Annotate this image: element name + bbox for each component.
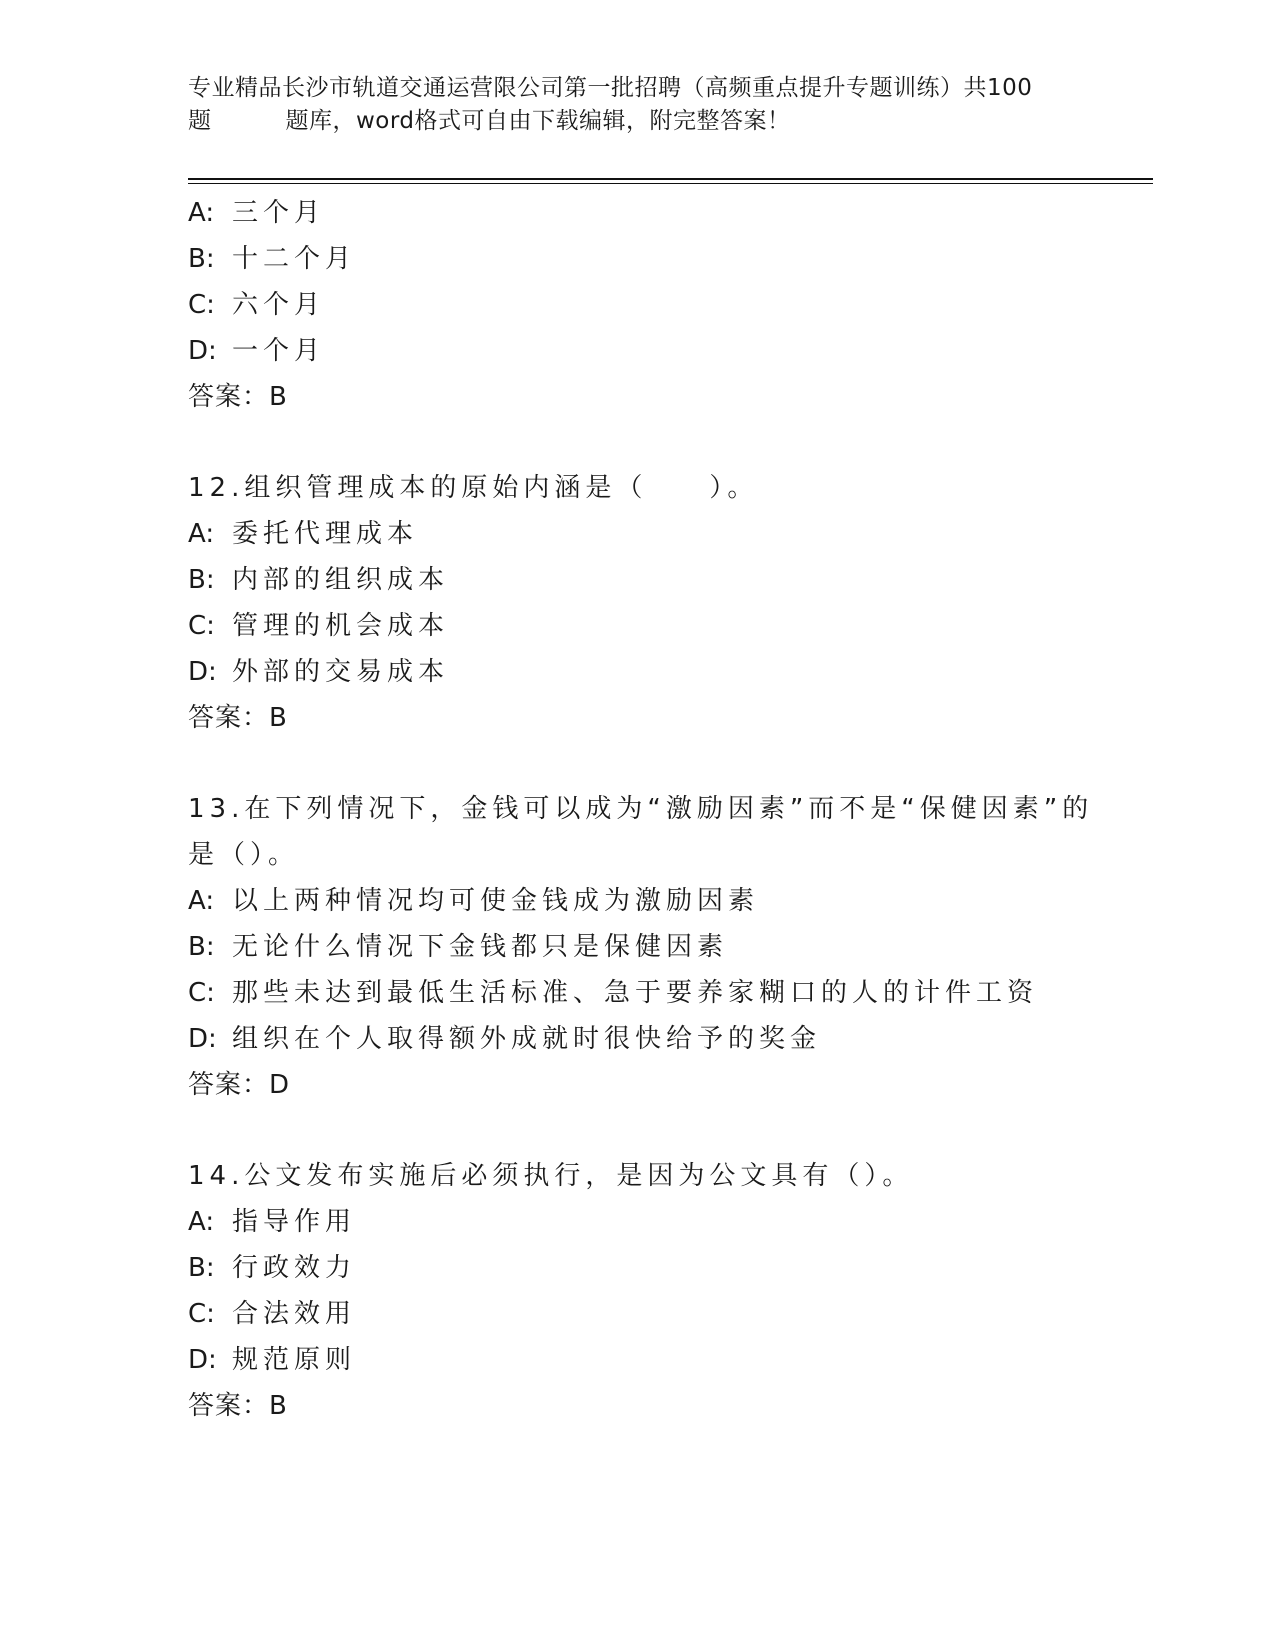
option-key: B: [188, 565, 215, 595]
option-key: A: [188, 886, 215, 916]
option-text: 以上两种情况均可使金钱成为激励因素 [232, 886, 760, 916]
option-text: 组织在个人取得额外成就时很快给予的奖金 [232, 1024, 822, 1054]
option-text: 三个月 [232, 198, 326, 228]
option-d [188, 1337, 1153, 1383]
option-d [188, 1016, 1153, 1062]
option-text: 合法效用 [232, 1299, 357, 1329]
option-text: 无论什么情况下金钱都只是保健因素 [232, 932, 729, 962]
option-text: 十二个月 [232, 244, 357, 274]
option-key: D: [188, 657, 217, 687]
option-text: 一个月 [232, 336, 326, 366]
question-12 [188, 465, 1153, 741]
option-d [188, 328, 1153, 374]
option-key: C: [188, 611, 215, 641]
document-header [188, 72, 1088, 138]
option-key: C: [188, 290, 215, 320]
question-stem: 14.公文发布实施后必须执行，是因为公文具有（）。 [188, 1161, 914, 1191]
option-key: A: [188, 519, 215, 549]
option-text: 规范原则 [232, 1345, 357, 1375]
answer-line: 答案：B [188, 1391, 288, 1421]
option-d [188, 649, 1153, 695]
option-text: 内部的组织成本 [232, 565, 450, 595]
option-text: 行政效力 [232, 1253, 357, 1283]
option-key: C: [188, 978, 215, 1008]
option-a [188, 190, 1153, 236]
option-b [188, 557, 1153, 603]
option-key: C: [188, 1299, 215, 1329]
option-a [188, 511, 1153, 557]
option-text: 管理的机会成本 [232, 611, 450, 641]
option-b [188, 236, 1153, 282]
option-key: A: [188, 1207, 215, 1237]
header-line2-right: 题库，word格式可自由下载编辑，附完整答案！ [285, 108, 791, 134]
option-c [188, 1291, 1153, 1337]
option-c [188, 970, 1153, 1016]
option-key: B: [188, 244, 215, 274]
option-b [188, 1245, 1153, 1291]
option-key: D: [188, 1024, 217, 1054]
option-text: 委托代理成本 [232, 519, 419, 549]
question-11 [188, 190, 1153, 420]
question-content [188, 190, 1153, 1429]
option-text: 外部的交易成本 [232, 657, 450, 687]
option-key: B: [188, 932, 215, 962]
option-key: D: [188, 336, 217, 366]
question-13 [188, 786, 1153, 1108]
option-c [188, 282, 1153, 328]
answer-line: 答案：D [188, 1070, 291, 1100]
option-key: B: [188, 1253, 215, 1283]
header-divider-thick [188, 178, 1153, 180]
option-text: 六个月 [232, 290, 326, 320]
question-stem-line1: 13.在下列情况下，金钱可以成为“激励因素”而不是“保健因素”的 [188, 794, 1094, 824]
question-stem: 12.组织管理成本的原始内涵是（ ）。 [188, 473, 759, 503]
answer-line: 答案：B [188, 703, 288, 733]
option-key: A: [188, 198, 215, 228]
header-line2-left: 题 [188, 108, 212, 134]
header-title-line2 [188, 105, 1088, 138]
option-b [188, 924, 1153, 970]
option-a [188, 878, 1153, 924]
answer-line: 答案：B [188, 382, 288, 412]
header-title-line1: 专业精品长沙市轨道交通运营限公司第一批招聘（高频重点提升专题训练）共100 [188, 75, 1033, 101]
option-a [188, 1199, 1153, 1245]
header-divider-thin [188, 183, 1153, 184]
question-14 [188, 1153, 1153, 1429]
option-text: 那些未达到最低生活标准、急于要养家糊口的人的计件工资 [232, 978, 1039, 1008]
option-key: D: [188, 1345, 217, 1375]
option-text: 指导作用 [232, 1207, 357, 1237]
option-c [188, 603, 1153, 649]
question-stem-line2: 是（）。 [188, 840, 300, 870]
